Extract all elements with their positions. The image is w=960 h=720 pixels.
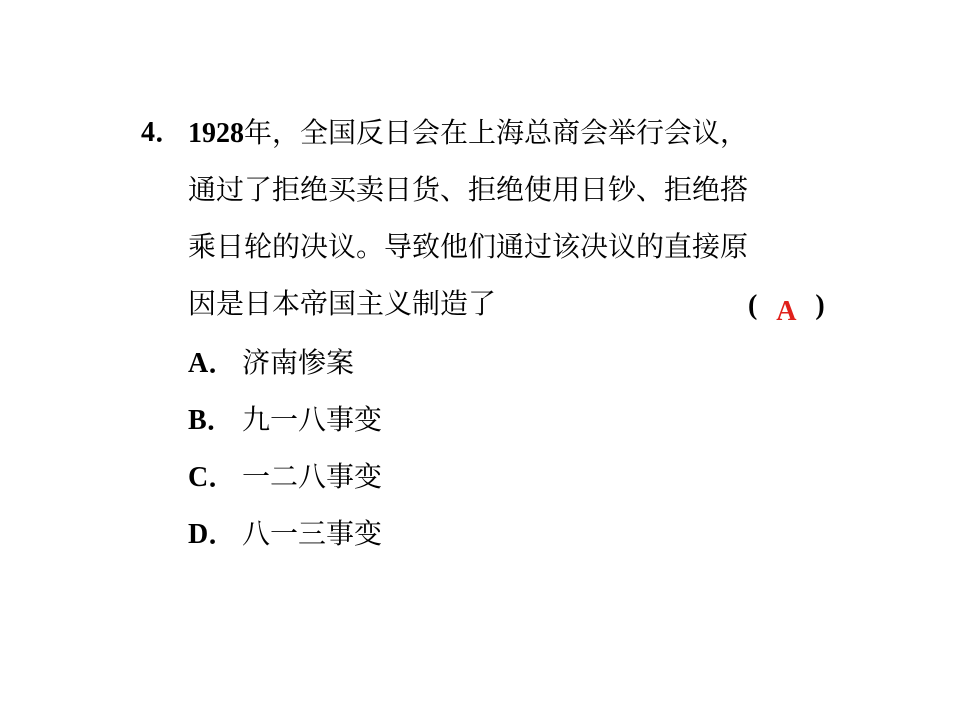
option-a-text: 济南惨案: [242, 346, 355, 379]
option-d-letter: D．: [188, 519, 237, 550]
option-a[interactable]: [188, 345, 354, 382]
bracket-open: (: [748, 290, 758, 321]
question-line-4: 因是日本帝国主义制造了: [188, 287, 497, 320]
question-line-3: 乘日轮的决议。导致他们通过该决议的直接原: [188, 230, 749, 263]
option-c-text: 一二八事变: [242, 460, 383, 493]
option-c[interactable]: [188, 459, 382, 496]
option-d[interactable]: [188, 516, 382, 553]
question-line-2: 通过了拒绝买卖日货、拒绝使用日钞、拒绝搭: [188, 173, 749, 206]
bracket-close: ): [815, 290, 825, 321]
question-year: 1928: [188, 118, 244, 149]
option-b-letter: B．: [188, 405, 235, 436]
question-number: 4．: [141, 117, 184, 148]
answer-letter: A: [776, 296, 797, 327]
option-b-text: 九一八事变: [242, 403, 383, 436]
question-line-1: [188, 115, 748, 152]
option-d-text: 八一三事变: [242, 517, 383, 550]
question-line-1-text: 年，全国反日会在上海总商会举行会议，: [244, 116, 749, 149]
option-c-letter: C．: [188, 462, 237, 493]
answer-bracket: [748, 288, 825, 327]
option-b[interactable]: [188, 402, 382, 439]
option-a-letter: A．: [188, 348, 237, 379]
